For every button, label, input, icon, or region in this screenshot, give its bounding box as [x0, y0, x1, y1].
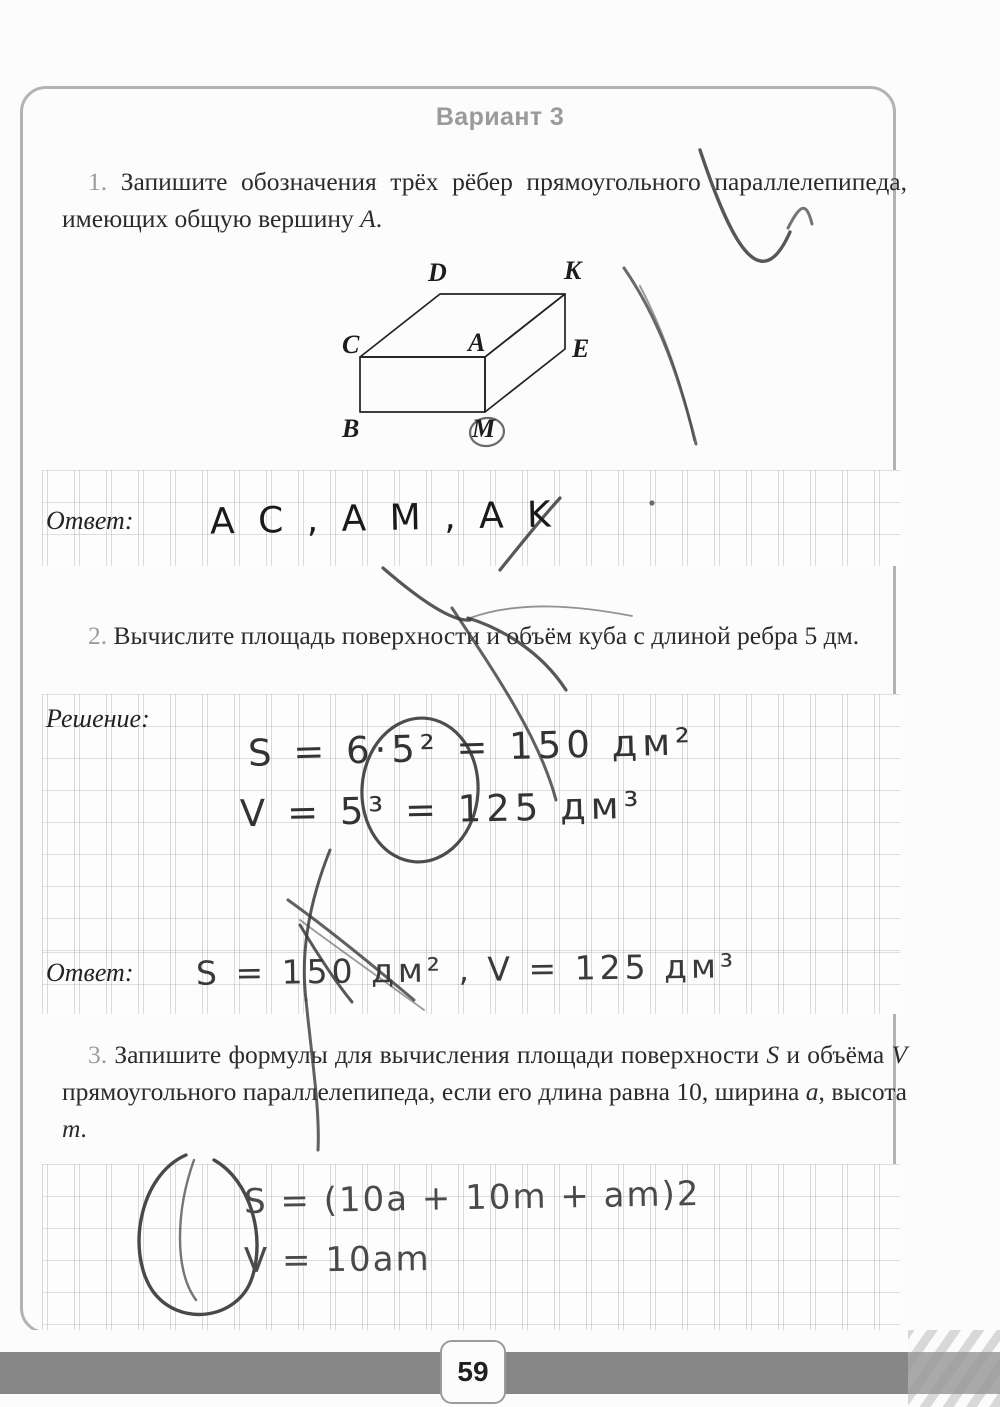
- vertex-label-e: E: [572, 334, 590, 363]
- handwritten-answer-task-2: S = 150 дм² , V = 125 дм³: [195, 946, 738, 993]
- task-1-text: Запишите обозначения трёх рёбер прямоугольного параллелепипеда, имеющих общую вершину: [62, 167, 907, 233]
- answer-label-task-2: Ответ:: [46, 958, 134, 987]
- task-3: [62, 1036, 907, 1147]
- task-2: [62, 617, 907, 654]
- variant-title: Вариант 3: [435, 103, 565, 131]
- task-1: [62, 163, 907, 237]
- task-3-text-d: , высота: [818, 1077, 907, 1106]
- task-3-text-c: прямоугольного параллелепипеда, если его длина равна 10, ширина: [62, 1077, 806, 1106]
- vertex-label-b: B: [342, 414, 360, 443]
- handwritten-answer-task-1: A C , A M , A K: [209, 494, 558, 543]
- parallelepiped-figure: [320, 252, 620, 462]
- task-3-text-b: и объёма: [779, 1040, 892, 1069]
- top-face: [360, 294, 565, 357]
- task-3-variable-s: S: [766, 1040, 780, 1069]
- task-3-number: 3.: [88, 1040, 108, 1069]
- vertex-label-a: A: [468, 328, 486, 357]
- task-1-text-end: .: [375, 204, 383, 233]
- handwritten-solution-task-2-line-2: V = 5³ = 125 дм³: [239, 783, 644, 836]
- vertex-label-m: M: [472, 414, 496, 443]
- task-3-variable-a: a: [805, 1077, 819, 1106]
- task-1-variable: A: [360, 204, 376, 233]
- right-face: [485, 294, 565, 412]
- task-3-variable-v: V: [891, 1040, 908, 1069]
- task-1-number: 1.: [88, 167, 108, 196]
- task-3-variable-m: m: [62, 1114, 81, 1143]
- handwritten-answer-task-3-line-2: V = 10am: [243, 1239, 431, 1281]
- solution-label-task-2: Решение:: [46, 704, 150, 733]
- task-3-text-a: Запишите формулы для вычисления площади поверхности: [114, 1040, 767, 1069]
- page-number: 59: [440, 1340, 506, 1404]
- vertex-label-c: C: [342, 330, 360, 359]
- vertex-label-d: D: [428, 258, 447, 287]
- task-2-number: 2.: [88, 621, 108, 650]
- handwritten-answer-task-3-line-1: S = (10a + 10m + am)2: [243, 1174, 701, 1222]
- handwritten-solution-task-2-line-1: S = 6·5² = 150 дм²: [247, 720, 696, 775]
- front-face: [360, 357, 485, 412]
- vertex-label-k: K: [564, 256, 582, 285]
- answer-label-task-1: Ответ:: [46, 506, 134, 535]
- corner-hatch-bar: [908, 1352, 1000, 1394]
- task-2-text: Вычислите площадь поверхности и объём куба с длиной ребра 5 дм.: [113, 621, 860, 650]
- task-3-text-e: .: [80, 1114, 87, 1143]
